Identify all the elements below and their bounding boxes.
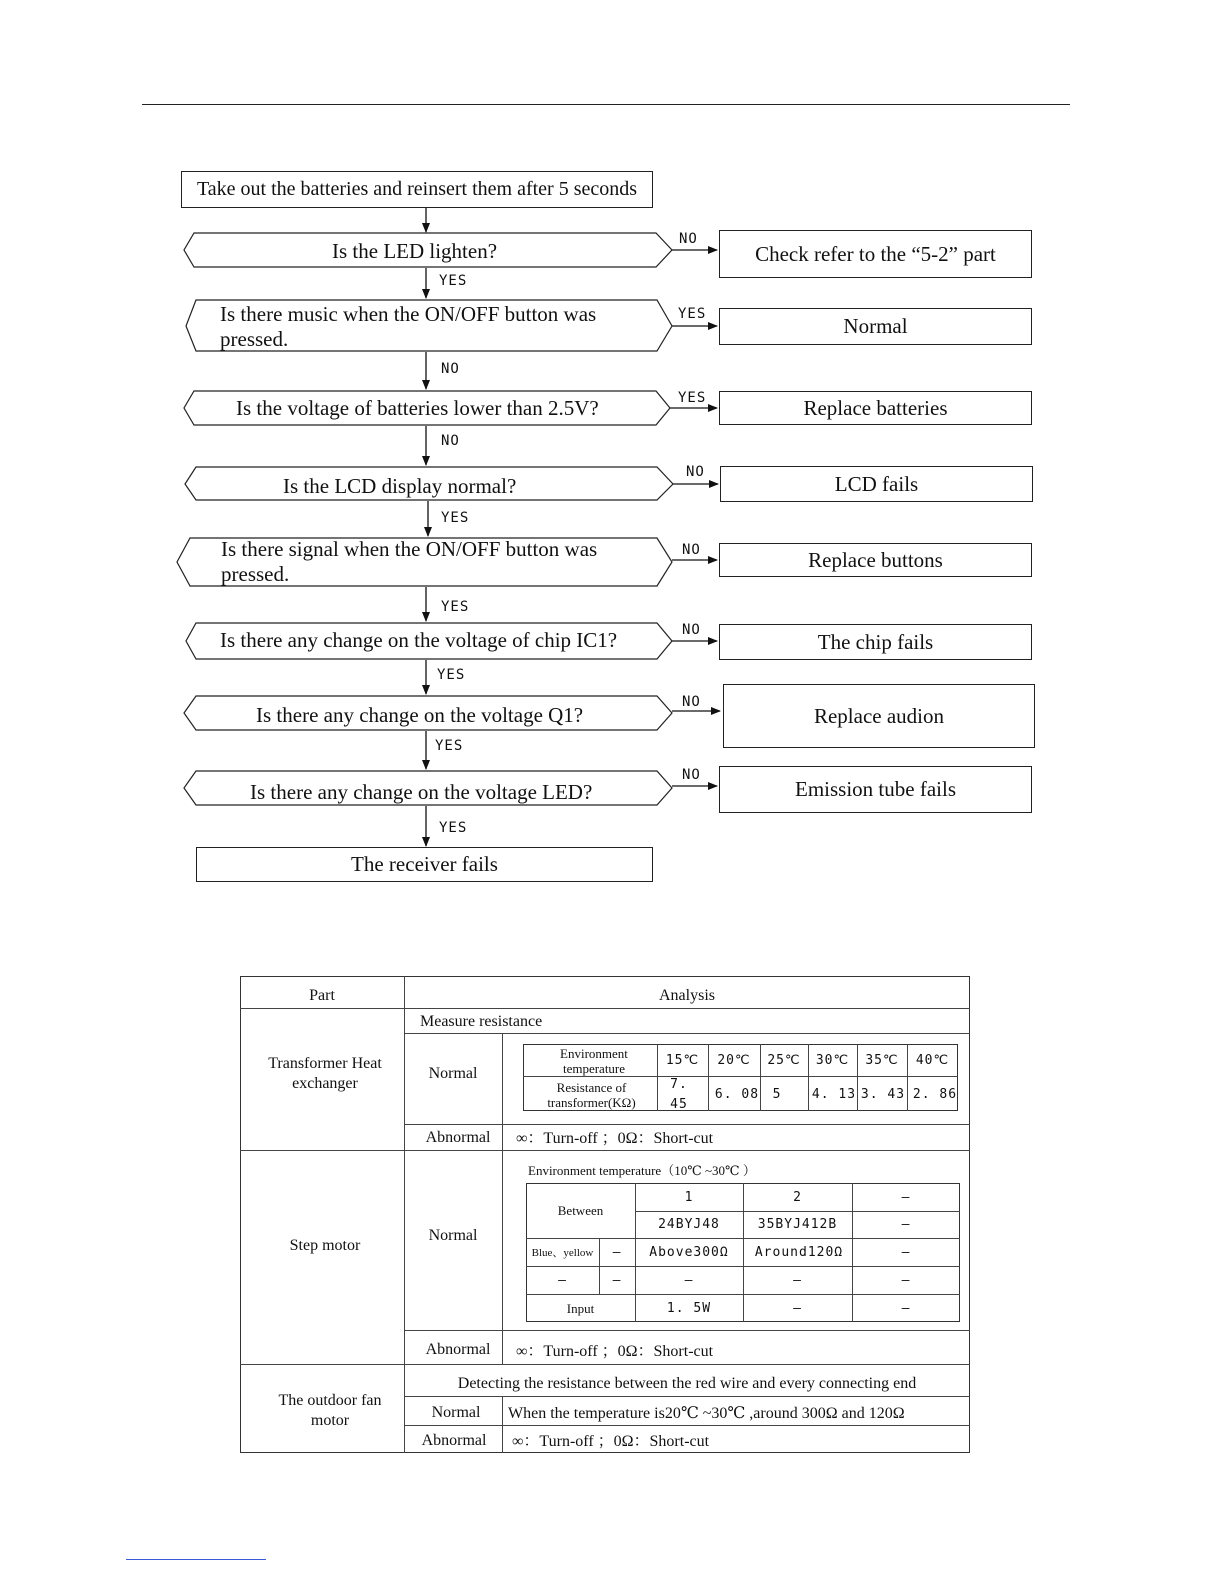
step-abnormal: Abnormal <box>425 1341 491 1358</box>
header-part: Part <box>309 987 335 1004</box>
step-col-3: – <box>901 1189 911 1205</box>
part-transformer: Transformer Heat exchanger <box>268 1055 382 1092</box>
end-box: The receiver fails <box>196 847 653 882</box>
label-yes-3: YES <box>678 390 707 406</box>
fan-detect: Detecting the resistance between the red wire and every connecting end <box>457 1375 917 1392</box>
label-yes-8: YES <box>439 820 468 836</box>
temp-40: 40℃ <box>915 1052 950 1068</box>
question-8: Is there any change on the voltage LED? <box>250 780 593 804</box>
fan-normal-text: When the temperature is20℃ ~30℃ ,around 300Ω and 120Ω <box>508 1404 905 1422</box>
question-6: Is there any change on the voltage of chip IC1? <box>220 628 618 652</box>
measure-resistance: Measure resistance <box>420 1012 543 1030</box>
label-yes-1: YES <box>439 273 468 289</box>
fan-abnormal-text: ∞：Turn-off ；0Ω：Short-cut <box>512 1432 710 1450</box>
result-normal: Normal <box>719 308 1032 345</box>
step-col-2: 2 <box>793 1189 802 1205</box>
transformer-abnormal-text: ∞：Turn-off ；0Ω：Short-cut <box>516 1130 714 1147</box>
result-replace-audion: Replace audion <box>723 684 1035 748</box>
env-temp-label: Environment temperature <box>560 1045 628 1076</box>
question-4: Is the LCD display normal? <box>283 474 517 498</box>
res-30: 4. 13 <box>811 1086 857 1102</box>
step-blue-yellow: Blue、yellow <box>531 1246 594 1259</box>
res-15: 7. 45 <box>670 1076 688 1112</box>
step-input: Input <box>566 1301 595 1316</box>
footnote-rule <box>126 1559 266 1560</box>
temp-35: 35℃ <box>865 1052 899 1068</box>
step-col-1: 1 <box>684 1189 694 1205</box>
step-abnormal-text: ∞：Turn-off ；0Ω：Short-cut <box>516 1343 714 1360</box>
transformer-abnormal: Abnormal <box>425 1129 491 1146</box>
step-above300: Above300Ω <box>649 1244 729 1260</box>
step-model-3: – <box>901 1217 911 1232</box>
label-no-4: NO <box>686 464 705 480</box>
fan-abnormal: Abnormal <box>421 1431 487 1449</box>
step-input-3: – <box>901 1300 911 1316</box>
label-no-5: NO <box>682 542 701 558</box>
step-r1-e: – <box>901 1244 911 1260</box>
label-no-1: NO <box>679 231 698 247</box>
label-no-6: NO <box>682 622 701 638</box>
label-no-2: NO <box>441 361 460 377</box>
label-yes-6: YES <box>437 667 466 683</box>
res-20: 6. 08 <box>714 1086 760 1102</box>
step-input-1: 1. 5W <box>666 1300 712 1316</box>
question-1: Is the LED lighten? <box>332 239 498 263</box>
resistance-label: Resistance of transformer(KΩ) <box>547 1079 636 1110</box>
result-check-5-2: Check refer to the “5-2” part <box>719 230 1032 278</box>
step-env-temp: Environment temperature（10℃ ~30℃ ） <box>528 1162 756 1178</box>
step-model-1: 24BYJ48 <box>658 1217 720 1232</box>
question-3: Is the voltage of batteries lower than 2.5V? <box>236 396 599 420</box>
transformer-normal: Normal <box>428 1065 478 1082</box>
step-input-2: – <box>793 1300 802 1316</box>
step-r2-d: – <box>793 1272 802 1288</box>
label-no-7: NO <box>682 694 701 710</box>
label-yes-4: YES <box>441 510 470 526</box>
temp-20: 20℃ <box>717 1052 751 1068</box>
label-yes-5: YES <box>441 599 470 615</box>
step-normal: Normal <box>428 1227 478 1244</box>
result-replace-buttons: Replace buttons <box>719 543 1032 577</box>
header-analysis: Analysis <box>659 987 715 1004</box>
question-5: Is there signal when the ON/OFF button was pressed. <box>221 537 598 586</box>
label-no-8: NO <box>682 767 701 783</box>
step-r1-b: – <box>612 1244 622 1260</box>
label-yes-2: YES <box>678 306 707 322</box>
result-chip-fails: The chip fails <box>719 624 1032 660</box>
step-r2-c: – <box>684 1272 694 1288</box>
result-replace-batteries: Replace batteries <box>719 391 1032 425</box>
res-40: 2. 86 <box>912 1086 958 1102</box>
part-outdoor-fan: The outdoor fan motor <box>278 1392 382 1429</box>
label-no-3: NO <box>441 433 460 449</box>
label-yes-7: YES <box>435 738 464 754</box>
step-r2-b: – <box>612 1272 622 1288</box>
result-emission-tube-fails: Emission tube fails <box>719 766 1032 813</box>
step-around120: Around120Ω <box>754 1244 844 1260</box>
res-35: 3. 43 <box>860 1086 906 1102</box>
fan-normal: Normal <box>431 1403 481 1421</box>
temp-15: 15℃ <box>665 1052 700 1068</box>
start-box: Take out the batteries and reinsert them after 5 seconds <box>181 171 653 208</box>
res-25: 5 <box>772 1086 782 1102</box>
question-2: Is there music when the ON/OFF button was pressed. <box>220 302 597 351</box>
temp-30: 30℃ <box>815 1052 850 1068</box>
step-model-2: 35BYJ412B <box>757 1217 838 1232</box>
step-r2-e: – <box>901 1272 911 1288</box>
question-7: Is there any change on the voltage Q1? <box>256 703 584 727</box>
temp-25: 25℃ <box>767 1052 801 1068</box>
step-between: Between <box>557 1203 604 1218</box>
result-lcd-fails: LCD fails <box>720 466 1033 502</box>
part-step-motor: Step motor <box>289 1237 361 1254</box>
step-r2-a: – <box>558 1272 567 1288</box>
